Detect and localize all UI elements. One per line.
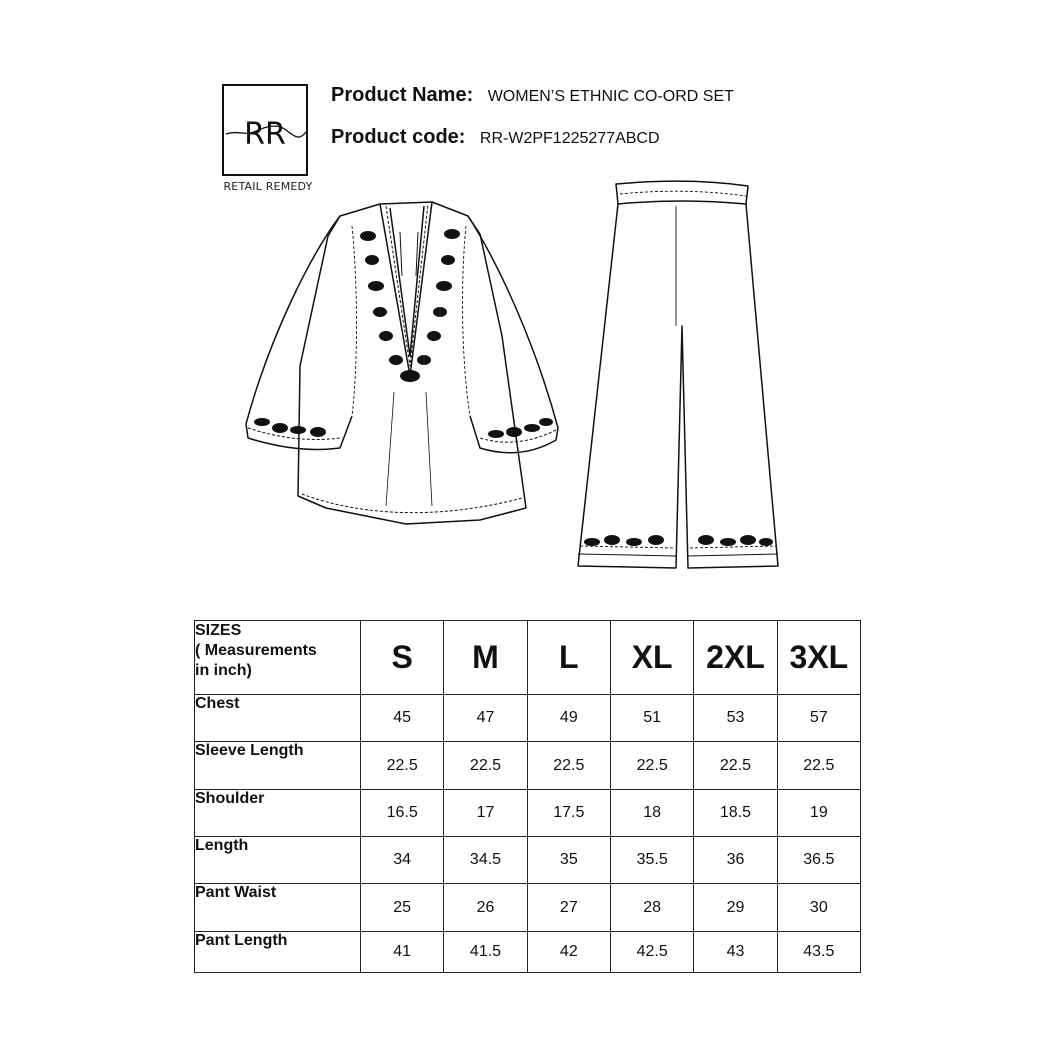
table-cell: 17.5 xyxy=(527,789,610,836)
row-label: Shoulder xyxy=(195,789,361,836)
table-row-pant-waist xyxy=(195,884,861,931)
table-row-pant-length xyxy=(195,931,861,972)
header-line: ( Measurements xyxy=(195,642,317,659)
row-label: Length xyxy=(195,837,361,884)
table-cell: 57 xyxy=(777,695,860,742)
table-cell: 22.5 xyxy=(527,742,610,789)
product-code-value: RR-W2PF1225277ABCD xyxy=(479,130,660,147)
size-m: M xyxy=(444,621,527,695)
table-cell: 18.5 xyxy=(694,789,777,836)
pant-hem-embroidery xyxy=(584,535,773,546)
table-cell: 49 xyxy=(527,695,610,742)
row-label: Sleeve Length xyxy=(195,742,361,789)
product-code-label: Product code: xyxy=(331,126,466,148)
sizes-header-label xyxy=(195,621,361,695)
table-cell: 34 xyxy=(361,837,444,884)
top-garment-drawing xyxy=(246,202,558,524)
product-code-line xyxy=(331,126,660,149)
table-cell: 47 xyxy=(444,695,527,742)
table-cell: 22.5 xyxy=(361,742,444,789)
table-row-chest xyxy=(195,695,861,742)
table-row-length xyxy=(195,837,861,884)
table-cell: 22.5 xyxy=(610,742,693,789)
table-cell: 34.5 xyxy=(444,837,527,884)
table-cell: 29 xyxy=(694,884,777,931)
table-cell: 26 xyxy=(444,884,527,931)
header-line: in inch) xyxy=(195,662,252,679)
table-cell: 27 xyxy=(527,884,610,931)
table-cell: 41.5 xyxy=(444,931,527,972)
product-name-line xyxy=(331,84,734,107)
table-cell: 45 xyxy=(361,695,444,742)
table-cell: 22.5 xyxy=(444,742,527,789)
product-name-label: Product Name: xyxy=(331,84,474,106)
size-2xl: 2XL xyxy=(694,621,777,695)
table-cell: 22.5 xyxy=(694,742,777,789)
table-cell: 43.5 xyxy=(777,931,860,972)
pants-garment-drawing xyxy=(578,181,778,568)
table-cell: 51 xyxy=(610,695,693,742)
size-3xl: 3XL xyxy=(777,621,860,695)
table-cell: 41 xyxy=(361,931,444,972)
table-cell: 30 xyxy=(777,884,860,931)
table-cell: 19 xyxy=(777,789,860,836)
table-cell: 43 xyxy=(694,931,777,972)
table-cell: 18 xyxy=(610,789,693,836)
table-cell: 25 xyxy=(361,884,444,931)
size-xl: XL xyxy=(610,621,693,695)
row-label: Pant Waist xyxy=(195,884,361,931)
size-header-row xyxy=(195,621,861,695)
brand-logo-mark xyxy=(224,86,306,174)
table-row-shoulder xyxy=(195,789,861,836)
table-cell: 22.5 xyxy=(777,742,860,789)
garment-technical-drawing xyxy=(240,176,800,586)
table-cell: 36 xyxy=(694,837,777,884)
table-cell: 28 xyxy=(610,884,693,931)
table-cell: 16.5 xyxy=(361,789,444,836)
size-l: L xyxy=(527,621,610,695)
table-cell: 35.5 xyxy=(610,837,693,884)
table-cell: 36.5 xyxy=(777,837,860,884)
size-chart-table xyxy=(194,620,861,973)
row-label: Pant Length xyxy=(195,931,361,972)
header-line: SIZES xyxy=(195,622,242,639)
table-cell: 42.5 xyxy=(610,931,693,972)
neckline-embroidery xyxy=(360,229,460,382)
brand-name: RETAIL REMEDY xyxy=(223,180,313,193)
table-cell: 17 xyxy=(444,789,527,836)
table-row-sleeve-length xyxy=(195,742,861,789)
row-label: Chest xyxy=(195,695,361,742)
brand-logo xyxy=(222,84,308,176)
product-name-value: WOMEN’S ETHNIC CO-ORD SET xyxy=(487,88,734,105)
table-cell: 42 xyxy=(527,931,610,972)
size-s: S xyxy=(361,621,444,695)
logo-letters: RR xyxy=(244,117,286,152)
table-cell: 53 xyxy=(694,695,777,742)
table-cell: 35 xyxy=(527,837,610,884)
